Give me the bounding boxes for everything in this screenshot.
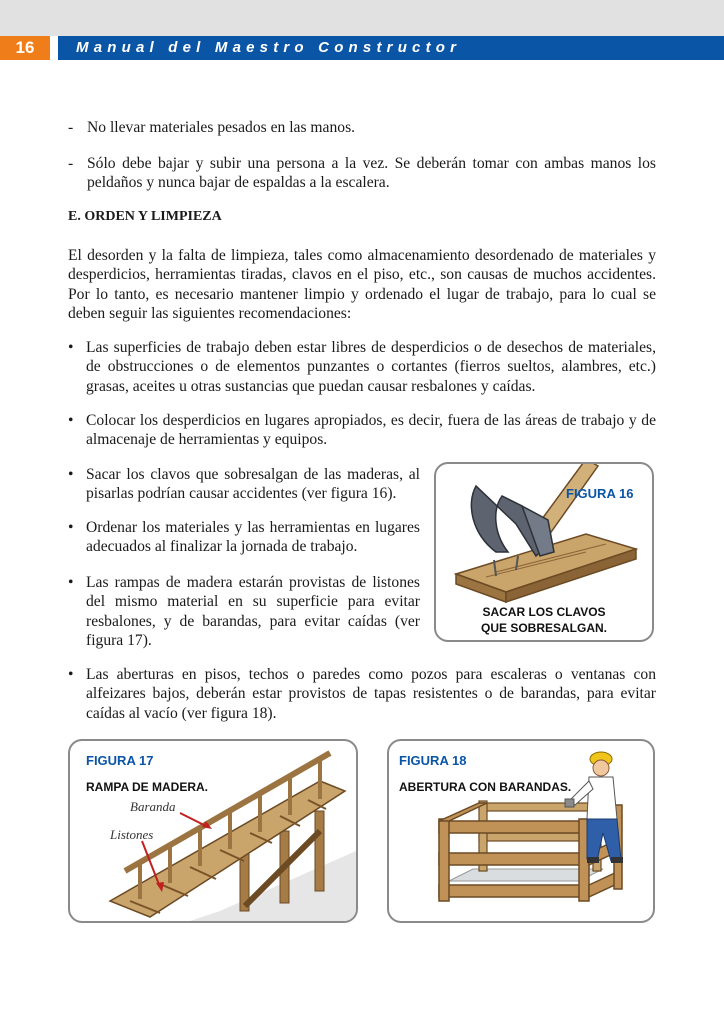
- bullet-marker: •: [68, 339, 74, 356]
- figure-17-caption: RAMPA DE MADERA.: [86, 780, 208, 794]
- figure-17-box: [68, 739, 358, 923]
- figure-16-label: FIGURA 16: [566, 486, 634, 501]
- figure-18-box: [387, 739, 655, 923]
- callout-listones: Listones: [110, 827, 154, 842]
- intro-paragraph: El desorden y la falta de limpieza, tales como almacenamiento desordenado de materiales y desperdicios, herramientas tiradas, clavos en el piso, etc., son causas de muchos accidentes. Por lo tanto, es necesario mantener limpio y ordenado el lugar de trabajo, para lo cual se deben seguir las siguientes recomendaciones:: [68, 247, 656, 323]
- bullet-marker: •: [68, 519, 74, 536]
- figure-17-label: FIGURA 17: [86, 753, 154, 768]
- bullet-text: Sacar los clavos que sobresalgan de las maderas, al pisarlas podrían causar accidentes (ver figura 16).: [86, 466, 420, 503]
- section-heading: E. ORDEN Y LIMPIEZA: [68, 209, 222, 224]
- bullet-text: Las superficies de trabajo deben estar libres de desperdicios o de desechos de materiales, de obstrucciones o de elementos punzantes o cortantes (fierros sueltos, alambres, etc.) grasas, aceites u otras sustancias que puedan causar resbalones y caídas.: [86, 339, 656, 395]
- bullet-item: [68, 518, 420, 557]
- figure-18-caption: ABERTURA CON BARANDAS.: [399, 780, 572, 794]
- dash-marker: -: [68, 119, 74, 136]
- bullet-item: [68, 411, 656, 450]
- bullet-item: [68, 665, 656, 723]
- bullet-item: [68, 338, 656, 396]
- opening-with-railings-illustration: [389, 741, 653, 921]
- bullet-text: Las aberturas en pisos, techos o paredes como pozos para escaleras o ventanas con alfeizares bajos, deberán estar provistos de tapas resistentes o de barandas, para evitar caídas al vacío (ver figura 18).: [86, 666, 656, 722]
- bullet-text: Colocar los desperdicios en lugares apropiados, es decir, fuera de las áreas de trabajo y de almacenaje de herramientas y equipos.: [86, 412, 656, 449]
- book-title: Manual del Maestro Constructor: [76, 39, 462, 56]
- dash-marker: -: [68, 155, 74, 172]
- bullet-item: [68, 573, 420, 651]
- bullet-marker: •: [68, 412, 74, 429]
- top-margin-band: [0, 0, 724, 36]
- figure-16-caption: [456, 604, 632, 636]
- bullet-text: Las rampas de madera estarán provistas de listones del mismo material en su superficie para evitar resbalones, y de barandas, para evitar caídas (ver figura 17).: [86, 574, 420, 650]
- figure-16-box: [434, 462, 654, 642]
- figure-18-label: FIGURA 18: [399, 753, 467, 768]
- bullet-marker: •: [68, 466, 74, 483]
- figure-16-caption-line: SACAR LOS CLAVOS: [482, 605, 606, 619]
- bullet-marker: •: [68, 574, 74, 591]
- bullet-marker: •: [68, 666, 74, 683]
- figure-16-caption-line: QUE SOBRESALGAN.: [480, 621, 607, 635]
- page-number: 16: [0, 36, 50, 60]
- header-separator: [50, 36, 58, 60]
- bullet-item: [68, 465, 420, 504]
- dash-item: [68, 154, 656, 193]
- page-header: [0, 36, 724, 60]
- dash-item-text: No llevar materiales pesados en las manos.: [87, 119, 356, 136]
- dash-item-text: Sólo debe bajar y subir una persona a la vez. Se deberán tomar con ambas manos los peldaños y nunca bajar de espaldas a la escalera.: [87, 155, 656, 192]
- dash-item: [68, 118, 656, 137]
- callout-baranda: Baranda: [130, 799, 176, 814]
- bullet-text: Ordenar los materiales y las herramientas en lugares adecuados al finalizar la jornada de trabajo.: [86, 519, 420, 556]
